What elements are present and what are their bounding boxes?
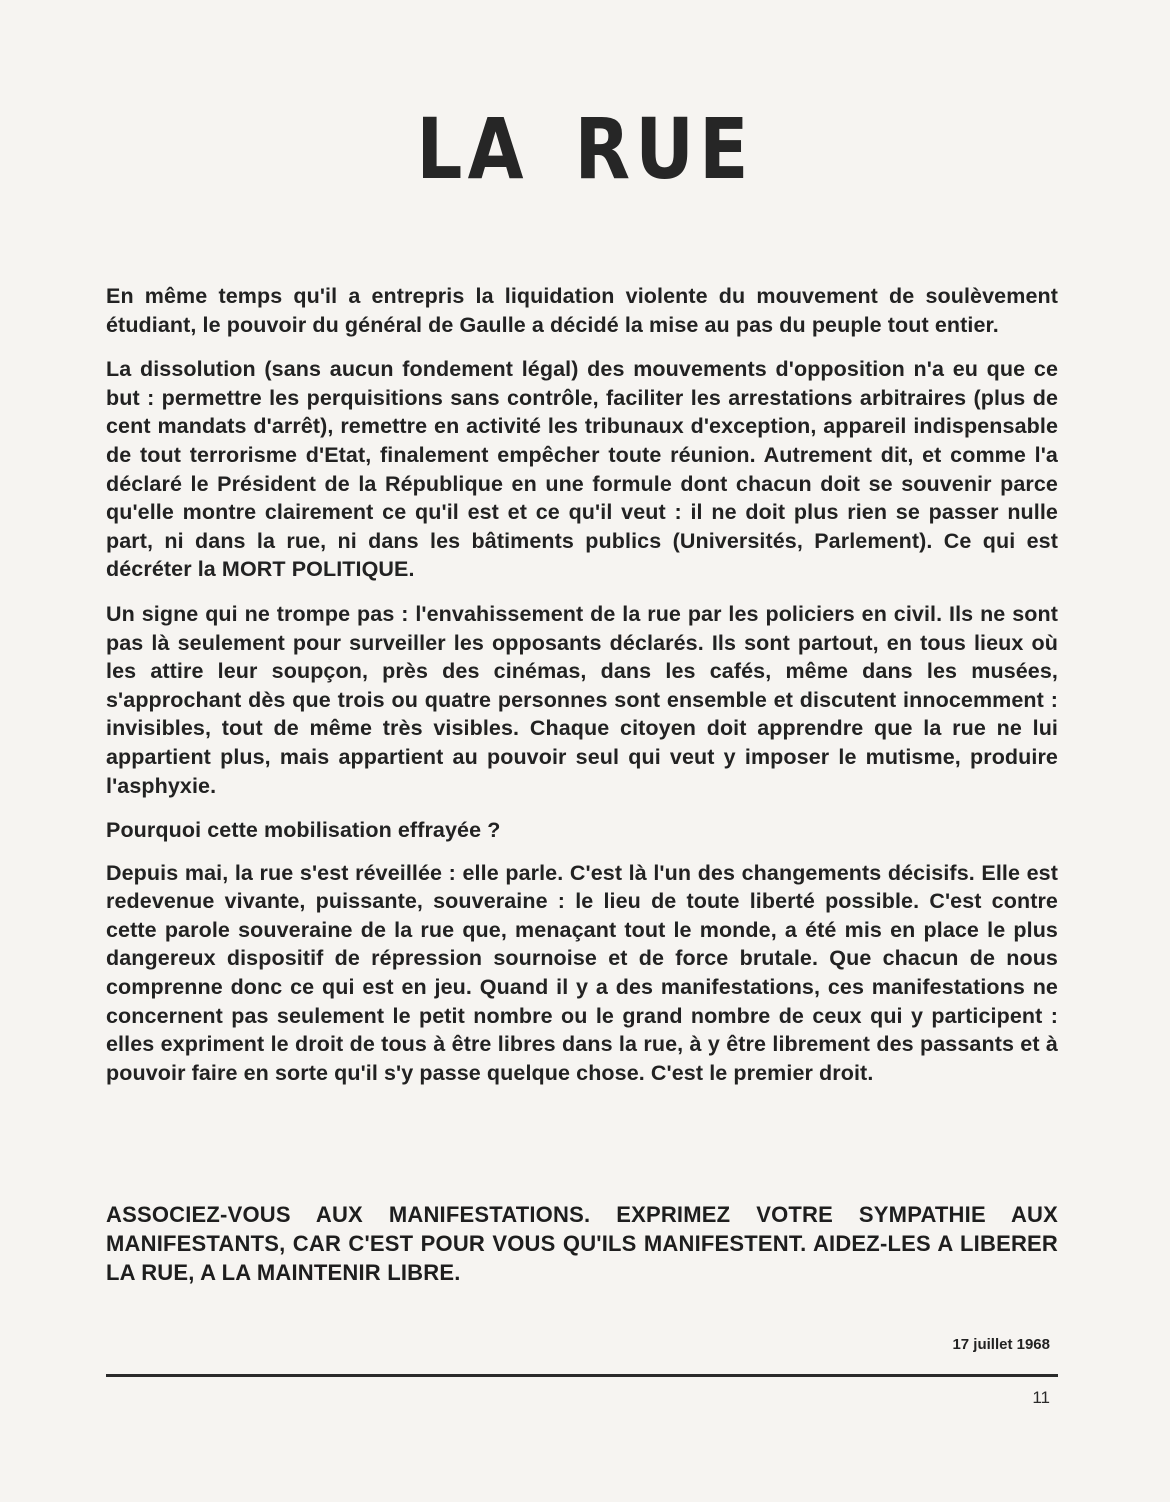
paragraph-3: Un signe qui ne trompe pas : l'envahissement de la rue par les policiers en civil. Ils ne sont pas là seulement pour surveiller les opposants déclarés. Ils sont partout, en tous lieux où les attire leur soupçon, près des cinémas, dans les cafés, même dans les musées, s'approchant dès que trois ou quatre personnes sont ensemble et discutent innocemment : invisibles, tout de même très visibles. Chaque citoyen doit apprendre que la rue ne lui appartient plus, mais appartient au pouvoir seul qui veut y imposer le mutisme, produire l'asphyxie. xyxy=(106,601,1058,798)
page-title: LA RUE xyxy=(416,100,754,198)
document-date: 17 juillet 1968 xyxy=(952,1336,1050,1353)
article-body xyxy=(106,282,1058,1103)
footer-divider xyxy=(106,1374,1058,1377)
paragraph-5: Depuis mai, la rue s'est réveillée : elle parle. C'est là l'un des changements décisifs. Elle est redevenue vivante, puissante, souveraine : le lieu de toute liberté possible. C'est contre cette parole souveraine de la rue que, menaçant tout le monde, a été mis en place le plus dangereux dispositif de répression sournoise et de force brutale. Que chacun de nous comprenne donc ce qui est en jeu. Quand il y a des manifestations, ces manifestations ne concernent pas seulement le petit nombre ou le grand nombre de ceux qui y participent : elles expriment le droit de tous à être libres dans la rue, à y être librement des passants et à pouvoir faire en sorte qu'il s'y passe quelque chose. C'est le premier droit. xyxy=(106,860,1058,1085)
paragraph-2: La dissolution (sans aucun fondement légal) des mouvements d'opposition n'a eu que ce but : permettre les perquisitions sans contrôle, faciliter les arrestations arbitraires (plus de cent mandats d'arrêt), remettre en activité les tribunaux d'exception, appareil indispensable de tout terrorisme d'Etat, finalement empêcher toute réunion. Autrement dit, et comme l'a déclaré le Président de la République en une formule dont chacun doit se souvenir parce qu'elle montre clairement ce qu'il est et ce qu'il veut : il ne doit plus rien se passer nulle part, ni dans la rue, ni dans les bâtiments publics (Universités, Parlement). Ce qui est décréter la MORT POLITIQUE. xyxy=(106,357,1058,582)
paragraph-1: En même temps qu'il a entrepris la liquidation violente du mouvement de soulèvement étudiant, le pouvoir du général de Gaulle a décidé la mise au pas du peuple tout entier. xyxy=(106,284,1058,337)
page-number: 11 xyxy=(1032,1388,1050,1407)
paragraph-question: Pourquoi cette mobilisation effrayée ? xyxy=(106,818,501,843)
call-to-action: ASSOCIEZ-VOUS AUX MANIFESTATIONS. EXPRIMEZ VOTRE SYMPATHIE AUX MANIFESTANTS, CAR C'EST POUR VOUS QU'ILS MANIFESTENT. AIDEZ-LES A LIBERER LA RUE, A LA MAINTENIR LIBRE. xyxy=(106,1202,1058,1285)
